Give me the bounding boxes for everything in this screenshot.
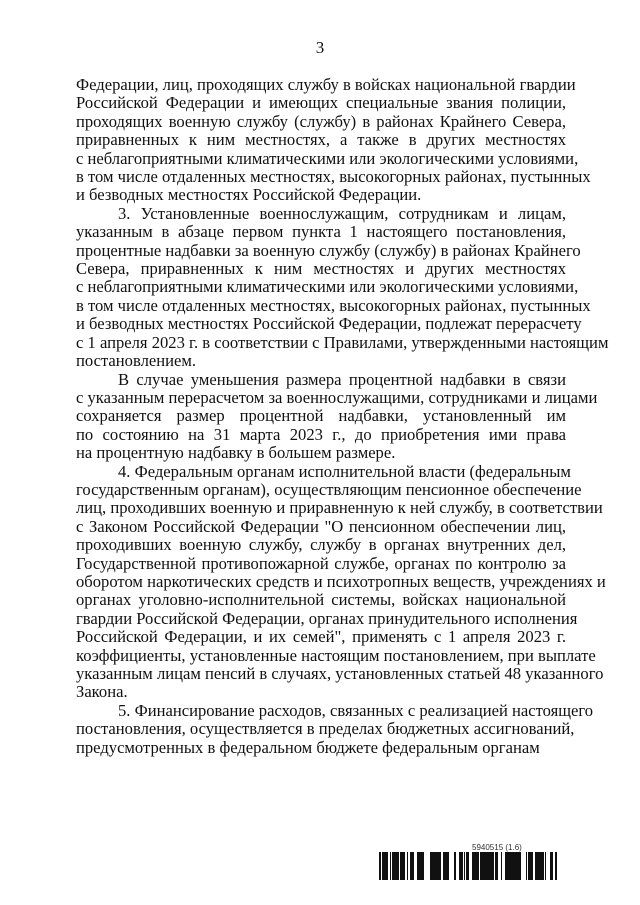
text-line: оборотом наркотических средств и психотропных веществ, учреждениях и: [76, 571, 606, 591]
barcode-bar: [552, 852, 553, 880]
barcode-bar: [484, 852, 485, 880]
barcode-bar: [466, 852, 467, 880]
text-line: Государственной противопожарной службе, органах по контролю за: [76, 553, 566, 573]
barcode-bar: [511, 852, 514, 880]
barcode-bar: [530, 852, 531, 880]
barcode-bar: [379, 852, 380, 880]
barcode-bar: [421, 852, 422, 880]
barcode-bar: [412, 852, 413, 880]
text-line: постановления, осуществляется в пределах бюджетных ассигнований,: [76, 719, 575, 739]
barcode-bar: [454, 852, 455, 880]
barcode-bar: [464, 852, 465, 880]
barcode-bar: [532, 852, 533, 880]
barcode-bar: [491, 852, 494, 880]
text-line: проходящих военную службу (службу) в районах Крайнего Севера,: [76, 111, 566, 131]
barcode-bar: [417, 852, 418, 880]
text-line: указанным лицам пенсий в случаях, установленных статьей 48 указанного: [76, 664, 604, 683]
text-line: проходивших военную службу, службу в органах внутренних дел,: [76, 535, 566, 555]
text-line: предусмотренных в федеральном бюджете федеральным органам: [76, 737, 540, 757]
text-line: Севера, приравненных к ним местностях и других местностях: [76, 259, 566, 279]
barcode-bar: [419, 852, 421, 880]
barcode-bar: [501, 852, 502, 880]
barcode-bar: [556, 852, 557, 880]
barcode-bar: [387, 852, 388, 880]
text-line: с неблагоприятными климатическими или экологическими условиями,: [76, 148, 579, 168]
barcode-bar: [418, 852, 419, 880]
barcode-bar: [539, 852, 542, 880]
text-line: с указанным перерасчетом за военнослужащими, сотрудниками и лицами: [76, 387, 598, 407]
barcode-bar: [514, 852, 516, 880]
barcode-bar: [462, 852, 463, 880]
text-line: коэффициенты, установленные настоящим постановлением, при выплате: [76, 645, 596, 665]
barcode-bar: [520, 852, 521, 880]
paragraph-1: [76, 75, 591, 205]
text-line: в том числе отдаленных местностях, высокогорных районах, пустынных: [76, 167, 591, 187]
paragraph-2: [76, 203, 609, 371]
paragraph-4: [76, 461, 606, 702]
text-line: Российской Федерации, и их семей", применять с 1 апреля 2023 г.: [76, 627, 566, 647]
text-line: Федерации, лиц, проходящих службу в войсках национальной гвардии: [76, 75, 576, 94]
barcode-bar: [401, 852, 403, 880]
barcode-bar: [518, 852, 520, 880]
text-line: и безводных местностях Российской Федерации, подлежат перерасчету: [76, 314, 582, 334]
text-line: гвардии Российской Федерации, органах принудительного исполнения: [76, 608, 578, 628]
text-line: в том числе отдаленных местностях, высокогорных районах, пустынных: [76, 295, 591, 315]
text-line: и безводных местностях Российской Федерации.: [76, 185, 422, 205]
barcode-bar: [535, 852, 537, 880]
barcode-bar: [455, 852, 456, 880]
barcode-bar: [467, 852, 468, 880]
paragraph-3: [76, 369, 598, 463]
barcode-bar: [488, 852, 491, 880]
text-line: лиц, проходивших военную и приравненную к ней службу, в соответствии: [76, 498, 603, 518]
barcode-bar: [550, 852, 552, 880]
barcode-bar: [526, 852, 527, 880]
barcode-bar: [510, 852, 511, 880]
document-code: 5940515 (1.6): [472, 843, 522, 852]
barcode-bar: [410, 852, 412, 880]
barcode-bar: [475, 852, 476, 880]
barcode-bar: [430, 852, 432, 880]
barcode-bar: [437, 852, 439, 880]
text-line: 4. Федеральным органам исполнительной власти (федеральным: [118, 461, 571, 481]
text-line: с 1 апреля 2023 г. в соответствии с Правилами, утвержденными настоящим: [76, 332, 609, 352]
text-line: Российской Федерации и имеющих специальные звания полиции,: [76, 93, 566, 113]
text-line: государственным органам), осуществляющим пенсионное обеспечение: [76, 479, 582, 499]
text-line: приравненных к ним местностях, а также в других местностях: [76, 130, 566, 150]
barcode-bar: [459, 852, 460, 880]
barcode-bar: [413, 852, 414, 880]
barcode-bar: [478, 852, 479, 880]
document-body: [76, 75, 609, 757]
paragraph-5: [76, 700, 594, 757]
barcode-bar: [516, 852, 518, 880]
text-line: 3. Установленные военнослужащим, сотрудникам и лицам,: [118, 203, 566, 223]
barcode-bar: [434, 852, 437, 880]
barcode-bar: [507, 852, 510, 880]
page-number: 3: [315, 38, 325, 57]
barcode-bar: [505, 852, 507, 880]
barcode-bar: [545, 852, 546, 880]
barcode-bar: [439, 852, 441, 880]
barcode-bar: [472, 852, 475, 880]
barcode-bar: [542, 852, 544, 880]
text-line: указанным в абзаце первом пункта 1 настоящего постановления,: [76, 222, 566, 242]
barcode-bar: [443, 852, 445, 880]
barcode-bar: [495, 852, 498, 880]
text-line: с неблагоприятными климатическими или экологическими условиями,: [76, 277, 579, 297]
barcode-bar: [422, 852, 424, 880]
barcode-bar: [396, 852, 399, 880]
barcode-bar: [445, 852, 448, 880]
barcode-bar: [407, 852, 408, 880]
text-line: на процентную надбавку в большем размере.: [76, 443, 396, 463]
barcode-bar: [555, 852, 556, 880]
text-line: с Законом Российской Федерации "О пенсионном обеспечении лиц,: [76, 516, 566, 536]
text-line: постановлением.: [76, 351, 196, 371]
text-line: 5. Финансирование расходов, связанных с реализацией настоящего: [118, 700, 594, 720]
barcode-bar: [538, 852, 539, 880]
barcode-bar: [394, 852, 396, 880]
barcode-bar: [403, 852, 405, 880]
text-line: В случае уменьшения размера процентной надбавки в связи: [118, 369, 566, 389]
barcode-bar: [461, 852, 462, 880]
barcode-bar: [481, 852, 484, 880]
barcode-bar: [448, 852, 449, 880]
barcode-bar: [392, 852, 394, 880]
barcode-bar: [460, 852, 461, 880]
text-line: Закона.: [76, 682, 128, 702]
barcode-bar: [380, 852, 381, 880]
barcode-bar: [537, 852, 538, 880]
barcode-bar: [382, 852, 384, 880]
barcode-bar: [528, 852, 530, 880]
barcode-bar: [476, 852, 478, 880]
text-line: сохраняется размер процентной надбавки, установленный им: [76, 406, 566, 426]
barcode-bar: [531, 852, 532, 880]
barcode-bar: [480, 852, 481, 880]
text-line: по состоянию на 31 марта 2023 г., до приобретения ими права: [76, 424, 566, 444]
text-line: процентные надбавки за военную службу (службу) в районах Крайнего: [76, 240, 581, 260]
barcode-bar: [432, 852, 433, 880]
barcode-bar: [468, 852, 469, 880]
barcode-bar: [390, 852, 391, 880]
barcode-bar: [384, 852, 387, 880]
barcode-bar: [433, 852, 434, 880]
barcode-image: [378, 852, 563, 880]
text-line: органах уголовно-исполнительной системы, войсках национальной: [76, 590, 566, 610]
barcode-bar: [485, 852, 488, 880]
barcode-bar: [400, 852, 401, 880]
